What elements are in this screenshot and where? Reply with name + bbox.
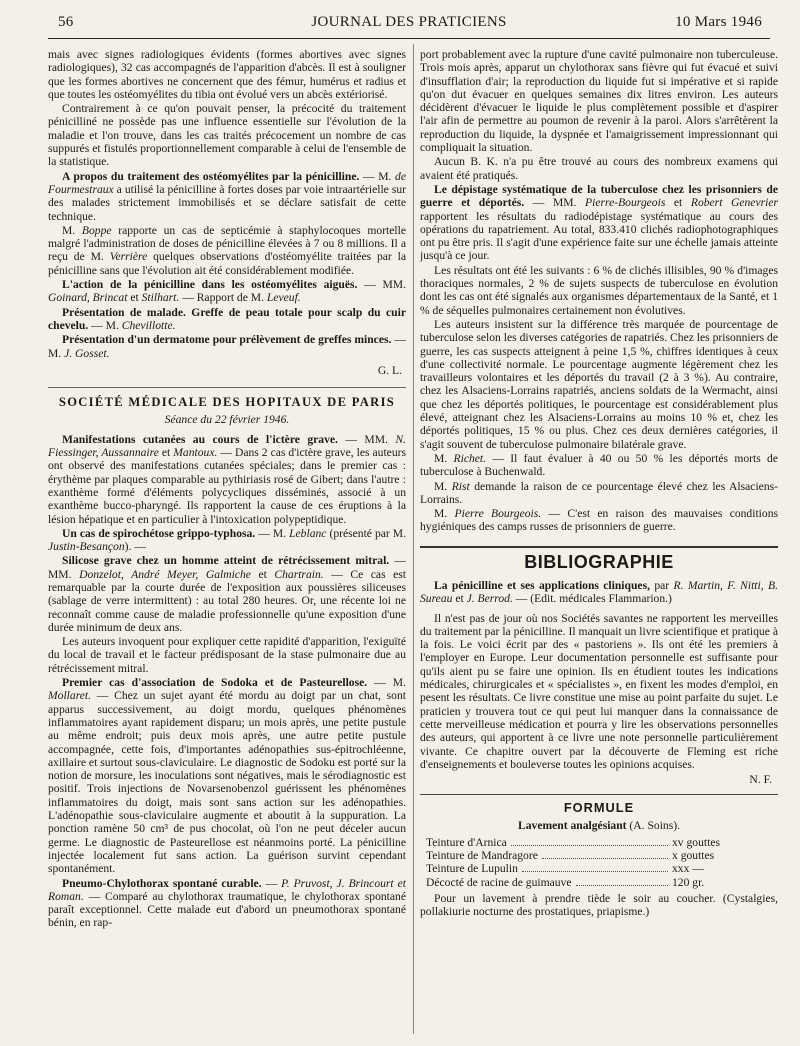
paragraph: mais avec signes radiologiques évidents (formes abortives avec signes radiologiques), 32 cas accompagnés de l'apparition d'abcès. Il est à souligner que les formes abortives ne concernent que des fémur, humérus et radius et que toutes les ostéomyélites du tibia ont évolué vers un abcès extériorisé. <box>48 48 406 101</box>
author-name: Rist <box>451 479 470 493</box>
communication <box>48 278 406 305</box>
paragraph: Les auteurs invoquent pour expliquer cette rapidité d'apparition, l'exiguïté du local de travail et le facteur prédisposant de la stase pulmonaire due au rétrécissement mitral. <box>48 635 406 675</box>
book-review: Il n'est pas de jour où nos Sociétés savantes ne rapportent les merveilles du traitement par la pénicilline. Il manquait un livre scientifique et pratique à la fois. Le voici écrit par des « pastoriens ». Ils ont été les premiers à l'employer en Europe. Leur documentation personnelle est suffisante pour qu'ils aient pu se faire une opinion. Ils en étudient toutes les indications médicales, chirurgicales et « spécialistes », en fixent les modes d'emploi, en pesent les résultats. Ce livre constitue une mise au point parfaite du sujet. Le praticien y trouvera tout ce qui peut lui manquer dans la connaissance de cette merveilleuse médication et pourra y lire les observations personnelles des auteurs, qui apportent à ce livre une note personnelle particulièrement vivante. Ce chapitre ouvert par la découverte de Fleming est riche d'enseignements et bouleverse toutes les opinions acquises. <box>420 611 778 771</box>
communication <box>48 527 406 554</box>
author-name: J. Berrod. <box>466 592 513 606</box>
communication <box>48 433 406 526</box>
ingredient-name: Teinture d'Arnica <box>426 836 507 850</box>
author-name: Leveuf. <box>266 291 301 305</box>
ingredient-row <box>426 849 768 862</box>
text-run: — M. <box>48 333 406 360</box>
leader-dots <box>511 845 668 846</box>
text-run: — Ce cas est remarquable par la courte durée de l'exposition aux poussières siliceuses (sablage de verre intermittent) : au total 280 heures. Or, une récente loi ne reconnaît comme cause de maladie professionnelle qu'une exposition d'une durée minimum de deux ans. <box>48 567 406 634</box>
author-name: Donzelot, André Meyer, Galmiche <box>79 567 251 581</box>
text-run: — (Edit. médicales Flammarion.) <box>512 592 672 606</box>
text-run: M. <box>434 507 455 521</box>
author-name: Pierre-Bourgeois <box>585 196 666 210</box>
text-run: et <box>250 567 275 581</box>
signature: N. F. <box>749 773 772 787</box>
text-run: rapportent les résultats du radiodépistage systématique au cours des opérations du rapatriement. Au total, 833.410 clichés radiophotographiques ont pu être pris. Il s'agit d'une expérience faite sur une échelle jamais atteinte jusqu'à ce jour. <box>420 209 778 263</box>
communication-title: Silicose grave chez un homme atteint de rétrécissement mitral. <box>62 554 390 568</box>
author-name: P. Pruvost, J. Brincourt et Roman. <box>48 876 406 903</box>
ingredient-name: Teinture de Mandragore <box>426 849 538 863</box>
author-name: Mollaret. <box>48 689 92 703</box>
author-name: Goinard, Brincat <box>48 291 128 305</box>
paragraph: Aucun B. K. n'a pu être trouvé au cours des nombreux examens qui avaient été pratiqués. <box>420 155 778 182</box>
paragraph <box>48 224 406 277</box>
ingredient-dose: xv gouttes <box>672 836 720 850</box>
header-rule <box>48 38 770 39</box>
communication <box>48 333 406 360</box>
text-run: et <box>452 592 467 606</box>
text-run: — <box>261 876 282 890</box>
text-run: M. <box>62 223 82 237</box>
communication <box>48 676 406 875</box>
text-run: — Chez un sujet ayant été mordu au doigt par un chat, sont apparus successivement, au doigt mordu, quelques phénomènes inflammatoires ayant rapidement disparu; un mois après, une petite pustule au même endroit; puis deux mois après, une autre petite pustule accompagnée, cette fois, d'importantes adénopathies sus-épitrochléenne, axillaire et surtout sous-claviculaire. Le diagnostic de Sodoku est porté sur la notion de morsure, les inoculations sont négatives, mais le sérodiagnostic est positif. Trois injections de Novarsenobenzol guérissent les phénomènes inflammatoires du doigt, mais sont sans action sur les adénopathies. L'adénopathie sous-claviculaire augmente et aboutit à la suppuration. La ponction ramène 50 cm³ de pus chocolat, où l'on ne peut déceler aucun germe. Le diagnostic de Pasteurellose est néanmoins porté. La pénicilline injectée localement fut sans action. La guérison survint cependant spontanément. <box>48 689 406 876</box>
communication-title: Présentation d'un dermatome pour prélèvement de greffes minces. <box>62 333 392 347</box>
author-name: Mantoux. <box>173 446 218 460</box>
formula-name: Lavement analgésiant <box>518 818 627 832</box>
communication-title: Un cas de spirochétose grippo-typhosa. <box>62 526 256 540</box>
ingredient-dose: x gouttes <box>672 849 715 863</box>
author-name: Robert Genevrier <box>690 196 778 210</box>
author-name: Verrière <box>109 250 148 264</box>
author-name: Boppe <box>81 223 112 237</box>
author-name: Chartrain. <box>274 567 324 581</box>
author-name: J. Gosset. <box>64 346 110 360</box>
right-column <box>420 48 778 1038</box>
communication-title: Premier cas d'association de Sodoka et de Pasteurellose. <box>62 676 368 690</box>
section-rule <box>420 794 778 795</box>
bibliography-heading: BIBLIOGRAPHIE <box>524 551 674 572</box>
communication-title: Manifestations cutanées au cours de l'ictère grave. <box>62 432 338 446</box>
text-run: et <box>665 196 691 210</box>
ingredient-dose: 120 gr. <box>672 875 705 889</box>
section-rule <box>420 546 778 548</box>
paragraph <box>420 480 778 507</box>
text-run: — MM. <box>357 278 406 292</box>
column-divider <box>413 44 414 1034</box>
text-run: ). — <box>124 540 146 554</box>
paragraph <box>420 452 778 479</box>
ingredient-row <box>426 836 768 849</box>
session-date: Séance du 22 février 1946. <box>164 413 290 427</box>
ingredient-row <box>426 862 768 875</box>
formula-heading: FORMULE <box>563 800 635 816</box>
communication <box>48 170 406 223</box>
left-column <box>48 48 406 1038</box>
page-number: 56 <box>58 14 74 30</box>
text-run: M. <box>434 479 452 493</box>
communication-title: Pneumo-Chylothorax spontané curable. <box>62 876 262 890</box>
text-run: — Il faut évaluer à 40 ou 50 % les déportés morts de tuberculose à Buchenwald. <box>420 451 778 479</box>
section-title: SOCIÉTÉ MÉDICALE DES HOPITAUX DE PARIS <box>48 387 406 409</box>
communication-title: A propos du traitement des ostéomyélites par la pénicilline. <box>62 169 360 183</box>
text-run: et <box>127 291 142 305</box>
text-run: — M. <box>88 318 122 332</box>
formula-subtitle <box>420 819 778 832</box>
leader-dots <box>576 885 669 886</box>
communication-title: L'action de la pénicilline dans les ostéomyélites aiguës. <box>62 278 358 292</box>
author-name: Leblanc <box>289 526 327 540</box>
text-run: — Dans 2 cas d'ictère grave, les auteurs ont observé des manifestations cutanées spéciales; dans le premier cas : érythème par plaques comparable au pythiriasis rosé de Gibert; dans l'autre : exanthème formé d'éléments polycycliques disséminés, associé à un exanthème bucco-pharyngé. Ils rapportent la cause de ces éruptions à la lésion hépatique et en particulier à l'intoxication polypeptidique. <box>48 446 406 526</box>
author-name: N. Fiessinger, Aussannaire <box>48 432 406 460</box>
ingredient-row <box>426 876 768 889</box>
text-run: quelques observations d'ostéomyélite traitées par la pénicilline sans que l'évolution ait été considérablement modifiée. <box>48 250 406 277</box>
journal-title: JOURNAL DES PRATICIENS <box>311 14 507 30</box>
paragraph: Les auteurs insistent sur la différence très marquée de pourcentage de tuberculose selon les diverses catégories de rapatriés. Chez les prisonniers de guerre, les cas suspects atteignent à peine 1,5 %, chiffres identiques à ceux d'une collectivité normale. Le pourcentage augmente légèrement chez les travailleurs volontaires et les déportés du travail (2 à 3 %). Au contraire, chez les Alsaciens-Lorrains rapatriés, anciens soldats de la Wermacht, ainsi que chez les déportés politiques, le pourcentage est considérablement plus élevé, atteignant chez les Alsaciens-Lorrains au moins 10 % et, chez les déportés politiques, 15 % ou plus. Chez ces deux dernières catégories, il s'agit souvent de tuberculose pulmonaire bilatérale grave. <box>420 317 778 451</box>
text-run: et <box>158 446 174 460</box>
text-run: — C'est en raison des mauvaises conditions hygiéniques des camps russes de prisonniers de guerre. <box>420 507 778 534</box>
text-run: rapporte un cas de septicémie à staphylocoques mortelle malgré l'administration de doses de pénicilline élevées à 7 ou 8 millions. Il a reçu de M. <box>48 223 406 264</box>
text-run: — MM. <box>48 554 406 581</box>
communication-title: Le dépistage systématique de la tuberculose chez les prisonniers de guerre et déportés. <box>420 182 778 210</box>
author-name: de Fourmestraux <box>48 169 406 196</box>
signature: G. L. <box>377 363 402 377</box>
text-run: — M. <box>367 676 406 690</box>
paragraph: port probablement avec la rupture d'une cavité pulmonaire non tuberculeuse. Trois mois après, apparut un chylothorax sans fièvre qui fut évacué et suivi d'insufflation d'air; la reproduction du liquide fut si impérative et si rapide qu'on dut évacuer en quelques semaines dix litres environ. Les auteurs décidèrent d'évacuer le liquide le plus complètement possible et d'aspirer l'air afin de permettre au poumon de revenir à la paroi. Alors s'arrêtèrent la reproduction du liquide, la dyspnée et l'amaigrissement impressionnant qui compliquait la situation. <box>420 48 778 155</box>
author-name: Justin-Besançon <box>48 540 125 554</box>
communication-title: Présentation de malade. Greffe de peau totale pour scalp du cuir chevelu. <box>48 305 406 332</box>
author-name: Stilhart. <box>141 291 180 305</box>
paragraph <box>420 507 778 534</box>
author-name: R. Martin, F. Nitti, B. Sureau <box>420 578 778 606</box>
paragraph: Les résultats ont été les suivants : 6 % de clichés illisibles, 90 % d'images thoraciques normales, 2 % de sujets suspects de tuberculose en évolution dont les cas ont été signalés aux organismes départementaux de la Santé, et 1 % de séquelles pulmonaires certainement non évolutives. <box>420 263 778 317</box>
text-run: (A. Soins). <box>626 818 680 832</box>
formula-instructions: Pour un lavement à prendre tiède le soir au coucher. (Cystalgies, pollakiurie nocturne des prostatiques, priapisme.) <box>420 891 778 919</box>
paragraph: Contrairement à ce qu'on pouvait penser, la précocité du traitement pénicilliné ne possède pas une influence essentielle sur l'évolution de la maladie et l'on trouve, dans les cas traités précocement un nombre de cas suppurés et fistulés proportionnellement comparable à celui de l'ensemble de la statistique. <box>48 102 406 169</box>
text-run: — M. <box>255 526 290 540</box>
text-run: — Comparé au chylothorax traumatique, le chylothorax spontané paraît exceptionnel. Cette malade eut d'abord un pneumothorax spontané bénin, en rap- <box>48 889 406 930</box>
text-run: — M. <box>359 169 396 183</box>
text-run: par <box>649 578 674 592</box>
author-name: Pierre Bourgeois. <box>454 507 542 521</box>
communication <box>48 306 406 333</box>
text-run: — MM. <box>337 432 396 446</box>
author-name: Richet. <box>453 451 487 465</box>
book-reference <box>420 579 778 606</box>
communication <box>48 554 406 634</box>
text-run: — MM. <box>524 196 586 210</box>
leader-dots <box>542 858 668 859</box>
leader-dots <box>522 871 668 872</box>
ingredient-dose: xxx — <box>672 862 704 876</box>
ingredient-name: Teinture de Lupulin <box>426 862 518 876</box>
text-run: demande la raison de ce pourcentage élevé chez les Alsaciens-Lorrains. <box>420 479 778 506</box>
ingredient-name: Décocté de racine de guimauve <box>426 875 572 889</box>
text-run: — Rapport de M. <box>179 291 267 305</box>
issue-date: 10 Mars 1946 <box>675 14 762 30</box>
text-run: a utilisé la pénicilline à fortes doses par voie intraartérielle sur des malades strictement immobilisés et se déclare satisfait de cette technique. <box>48 182 406 223</box>
communication <box>420 183 778 263</box>
text-run: M. <box>434 451 454 465</box>
book-title: La pénicilline et ses applications cliniques, <box>434 578 650 592</box>
text-run: (présenté par M. <box>326 526 406 540</box>
running-header <box>48 14 770 38</box>
communication <box>48 877 406 930</box>
author-name: Chevillotte. <box>121 318 176 332</box>
